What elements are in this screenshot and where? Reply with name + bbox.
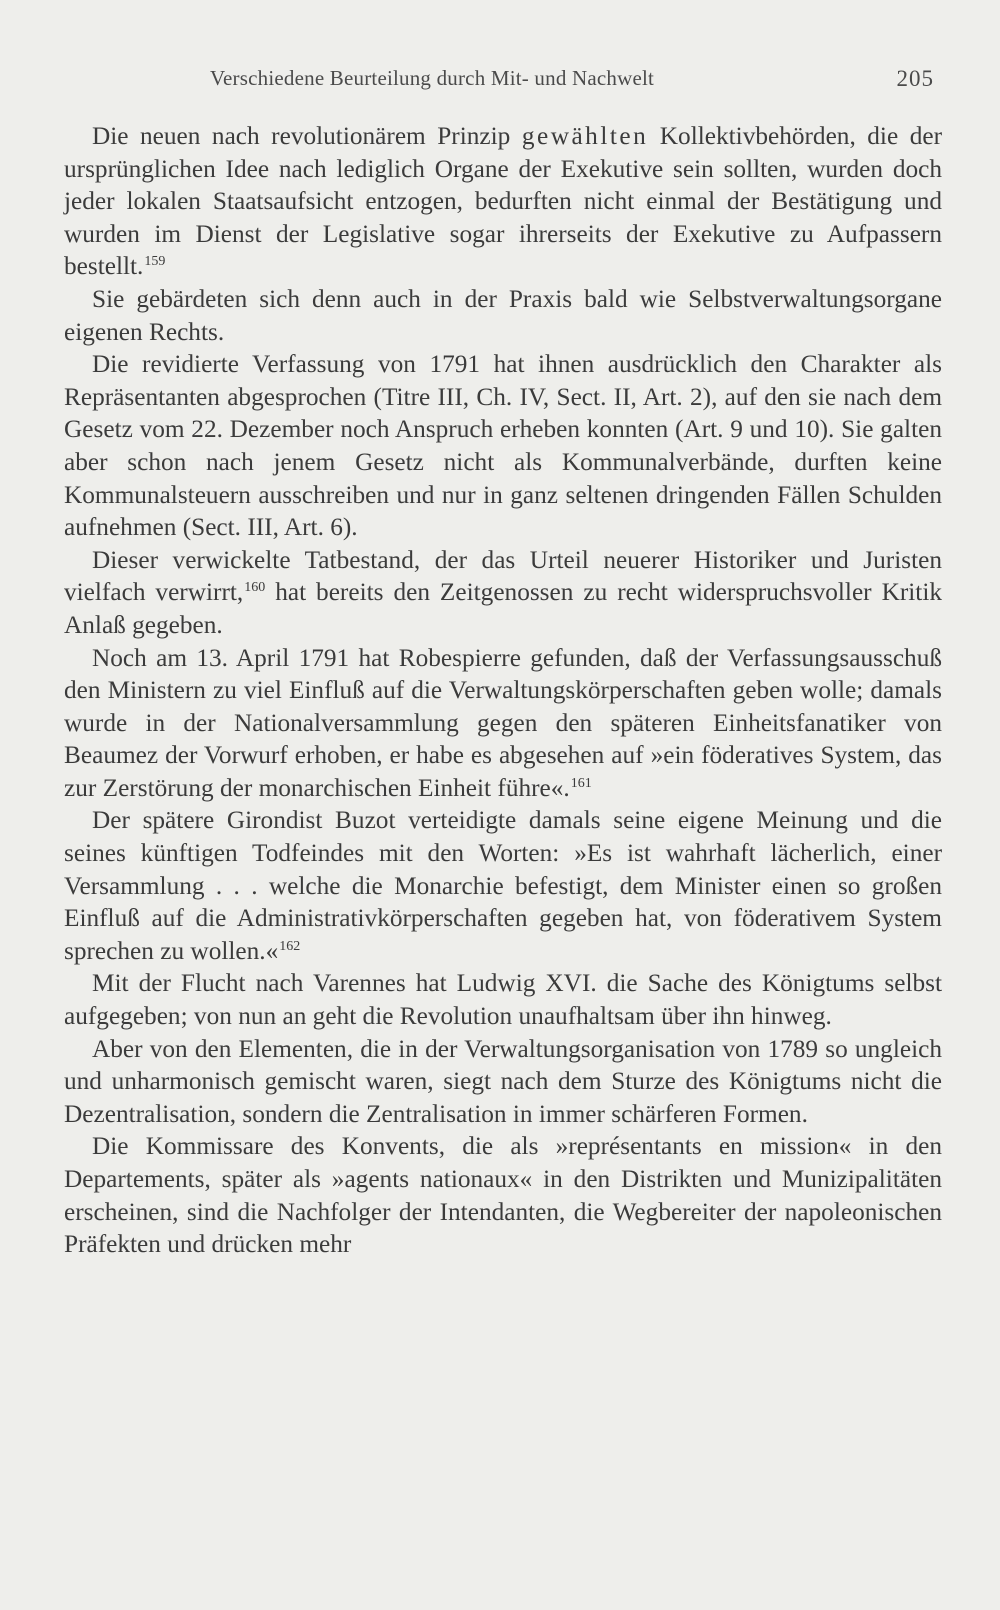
- paragraph-1-spaced-word: gewählten: [521, 122, 649, 150]
- paragraph-5-text: Noch am 13. April 1791 hat Robespierre gefunden, daß der Verfassungsausschuß den Ministern zu viel Einfluß auf die Verwaltungskörperschaften geben wolle; damals wurde in der Nationalversammlung gegen den späteren Einheitsfanatiker von Beaumez der Vorwurf erhoben, er habe es abgesehen auf »ein föderatives System, das zur Zerstörung der monarchischen Einheit führe«.: [64, 643, 942, 802]
- paragraph-1-text: Kollektivbehörden, die der ursprünglichen Idee nach lediglich Organe der Exekutive sein sollten, wurden doch jeder lokalen Staatsaufsicht entzogen, bedurften nicht einmal der Bestätigung und wurden im Dienst der Legislative sogar ihrerseits der Exekutive zu Aufpassern bestellt.: [64, 122, 942, 281]
- running-header: [64, 62, 942, 102]
- paragraph-2: [64, 283, 942, 348]
- paragraph-1: [64, 120, 942, 283]
- footnote-ref-159: 159: [144, 254, 166, 270]
- body-text: [64, 120, 942, 1261]
- paragraph-8: [64, 1033, 942, 1131]
- paragraph-5: [64, 642, 942, 805]
- footnote-ref-162: 162: [279, 938, 301, 954]
- paragraph-3: [64, 348, 942, 544]
- paragraph-2-text: Sie gebärdeten sich denn auch in der Praxis bald wie Selbstverwaltungsorgane eigenen Rechts.: [64, 284, 942, 346]
- page-number: 205: [896, 66, 934, 91]
- paragraph-9-text: Die Kommissare des Konvents, die als »représentants en mission« in den Departements, später als »agents nationaux« in den Distrikten und Munizipalitäten erscheinen, sind die Nachfolger der Intendanten, die Wegbereiter der napoleonischen Präfekten und drücken mehr: [64, 1132, 942, 1259]
- paragraph-6: [64, 804, 942, 967]
- running-title: Verschiedene Beurteilung durch Mit- und Nachwelt: [210, 66, 655, 90]
- footnote-ref-160: 160: [244, 580, 266, 596]
- paragraph-7-text: Mit der Flucht nach Varennes hat Ludwig XVI. die Sache des Königtums selbst aufgegeben; von nun an geht die Revolution unaufhaltsam über ihn hinweg.: [64, 969, 942, 1031]
- paragraph-7: [64, 967, 942, 1032]
- paragraph-4-text: Dieser verwickelte Tatbestand, der das Urteil neuerer Historiker und Juristen vielfach verwirrt,: [64, 545, 942, 607]
- paragraph-8-text: Aber von den Elementen, die in der Verwaltungsorganisation von 1789 so ungleich und unharmonisch gemischt waren, siegt nach dem Sturze des Königtums nicht die Dezentralisation, sondern die Zentralisation in immer schärferen Formen.: [64, 1034, 942, 1128]
- paragraph-4: [64, 544, 942, 642]
- paragraph-4-tail: hat bereits den Zeitgenossen zu recht widerspruchsvoller Kritik Anlaß gegeben.: [64, 578, 942, 639]
- paragraph-6-text: Der spätere Girondist Buzot verteidigte damals seine eigene Meinung und die seines künftigen Todfeindes mit den Worten: »Es ist wahrhaft lächerlich, einer Versammlung . . . welche die Monarchie befestigt, dem Minister einen so großen Einfluß auf die Administrativkörperschaften gegeben hat, von föderativem System sprechen zu wollen.«: [64, 806, 942, 965]
- paragraph-1-lead: Die neuen nach revolutionärem Prinzip: [92, 122, 522, 150]
- paragraph-3-text: Die revidierte Verfassung von 1791 hat ihnen ausdrücklich den Charakter als Repräsentanten abgesprochen (Titre III, Ch. IV, Sect. II, Art. 2), auf den sie nach dem Gesetz vom 22. Dezember noch Anspruch erheben konnten (Art. 9 und 10). Sie galten aber schon nach jenem Gesetz nicht als Kommunalverbände, durften keine Kommunalsteuern ausschreiben und nur in ganz seltenen dringenden Fällen Schulden aufnehmen (Sect. III, Art. 6).: [64, 350, 942, 542]
- footnote-ref-161: 161: [570, 775, 592, 791]
- paragraph-9: [64, 1130, 942, 1260]
